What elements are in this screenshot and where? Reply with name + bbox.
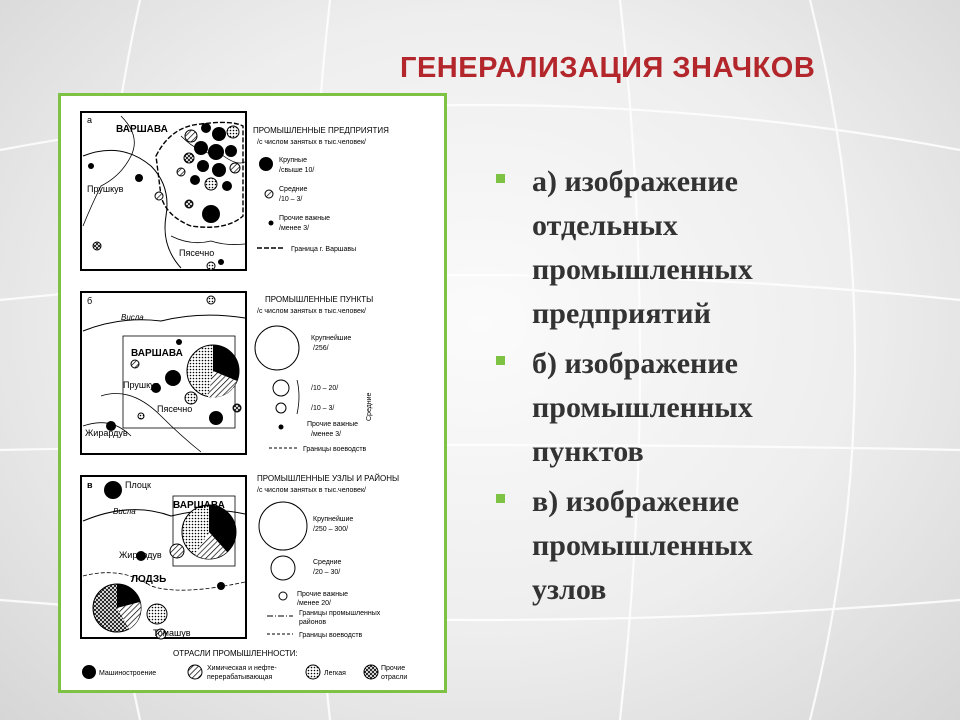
map-b-legend-largest: Крупнейшие: [311, 335, 352, 342]
map-c-place-lodz: ЛОДЗЬ: [131, 574, 167, 585]
map-a-legend-title: ПРОМЫШЛЕННЫЕ ПРЕДПРИЯТИЯ: [253, 126, 389, 135]
bullet-text: в) изображение промышленных узлов: [532, 485, 753, 606]
map-c-legend-other-range: /менее 20/: [297, 600, 331, 607]
map-b-legend-border: Границы воеводств: [303, 446, 367, 453]
map-b-legend-subtitle: /с числом занятых в тыс.человек/: [257, 308, 366, 315]
map-a-legend-large-range: /свыше 10/: [279, 167, 315, 174]
map-a-legend-border: Граница г. Варшавы: [291, 246, 357, 253]
map-c-legend-medium-range: /20 – 30/: [313, 569, 341, 576]
bullet-item: [494, 480, 934, 612]
bullet-list: [494, 160, 934, 618]
map-b-legend-title: ПРОМЫШЛЕННЫЕ ПУНКТЫ: [265, 295, 374, 304]
industry-other-1: Прочие: [381, 665, 406, 672]
map-b-legend-largest-range: /256/: [313, 345, 329, 352]
map-b-legend-range-2: /10 – 3/: [311, 405, 335, 412]
industry-machine: Машиностроение: [99, 670, 157, 677]
map-figure: [61, 96, 444, 690]
map-a-place-piaseczno: Пясечно: [179, 248, 215, 258]
bullet-text: б) изображение промышленных пунктов: [532, 347, 753, 468]
map-c-legend-voivodeship-borders: Границы воеводств: [299, 632, 363, 639]
industries-title: ОТРАСЛИ ПРОМЫШЛЕННОСТИ:: [173, 649, 298, 658]
map-b-label: б: [87, 296, 93, 306]
bullet-item: [494, 342, 934, 474]
industries-legend: [82, 649, 407, 681]
map-a-place-pruszkow: Прушкув: [87, 184, 124, 194]
map-b-legend-medium-side: Средние: [366, 392, 373, 421]
map-b-legend: [255, 295, 373, 453]
map-a-place-warsaw: ВАРШАВА: [116, 124, 168, 135]
map-a-legend-medium-range: /10 – 3/: [279, 196, 303, 203]
map-c-legend-subtitle: /с числом занятых в тыс.человек/: [257, 487, 366, 494]
map-a: [81, 112, 389, 270]
bullet-item: [494, 160, 934, 336]
map-figure-panel: [58, 93, 447, 693]
industry-light-symbol: [306, 665, 320, 679]
map-b-legend-other-range: /менее 3/: [311, 431, 342, 438]
map-c-place-tomaszow: Томашув: [153, 628, 191, 638]
map-a-legend-other-range: /менее 3/: [279, 225, 310, 232]
map-c-legend-industrial-borders-1: Границы промышленных: [299, 610, 381, 617]
map-c-legend-largest: Крупнейшие: [313, 516, 354, 523]
map-c: [81, 474, 399, 639]
map-c-legend-medium: Средние: [313, 559, 342, 566]
map-b: [81, 292, 373, 454]
industry-light: Легкая: [324, 670, 346, 677]
map-b-legend-range-1: /10 – 20/: [311, 385, 339, 392]
map-a-legend-large: Крупные: [279, 157, 307, 164]
map-c-place-zyrardow: Жирардув: [119, 550, 162, 560]
map-a-legend-other: Прочие важные: [279, 215, 331, 222]
map-b-place-piaseczno: Пясечно: [157, 404, 193, 414]
map-c-legend-industrial-borders-2: районов: [299, 619, 327, 626]
map-b-legend-other: Прочие важные: [307, 421, 359, 428]
industry-chemical-1: Химическая и нефте-: [207, 665, 277, 672]
map-c-place-plock: Плоцк: [125, 480, 151, 490]
map-a-label: а: [87, 115, 93, 125]
map-c-legend-other: Прочие важные: [297, 591, 349, 598]
map-c-place-warsaw: ВАРШАВА: [173, 500, 225, 511]
map-c-place-vistula: Висла: [113, 507, 136, 516]
industry-chemical-2: перерабатывающая: [207, 674, 273, 681]
bullet-square-icon: [496, 356, 505, 365]
map-c-legend: [257, 474, 399, 639]
map-b-place-pruszkow: Прушкув: [123, 380, 160, 390]
map-b-place-zyrardow: Жирардув: [85, 428, 128, 438]
industry-chemical-symbol: [188, 665, 202, 679]
bullet-square-icon: [496, 494, 505, 503]
map-b-place-warsaw: ВАРШАВА: [131, 348, 183, 359]
map-c-label: в: [87, 480, 93, 490]
bullet-square-icon: [496, 174, 505, 183]
map-a-legend-subtitle: /с числом занятых в тыс.человек/: [257, 139, 366, 146]
map-c-legend-largest-range: /250 – 300/: [313, 526, 349, 533]
bullet-text: а) изображение отдельных промышленных предприятий: [532, 165, 753, 330]
industry-other-2: отрасли: [381, 674, 408, 681]
map-c-legend-title: ПРОМЫШЛЕННЫЕ УЗЛЫ И РАЙОНЫ: [257, 474, 400, 483]
industry-machine-symbol: [82, 665, 96, 679]
map-a-legend-medium: Средние: [279, 186, 308, 193]
industry-other-symbol: [364, 665, 378, 679]
map-a-enterprises: [88, 123, 240, 270]
map-a-legend: [253, 126, 389, 253]
slide-title: ГЕНЕРАЛИЗАЦИЯ ЗНАЧКОВ: [400, 52, 816, 84]
map-b-place-vistula: Висла: [121, 313, 144, 322]
